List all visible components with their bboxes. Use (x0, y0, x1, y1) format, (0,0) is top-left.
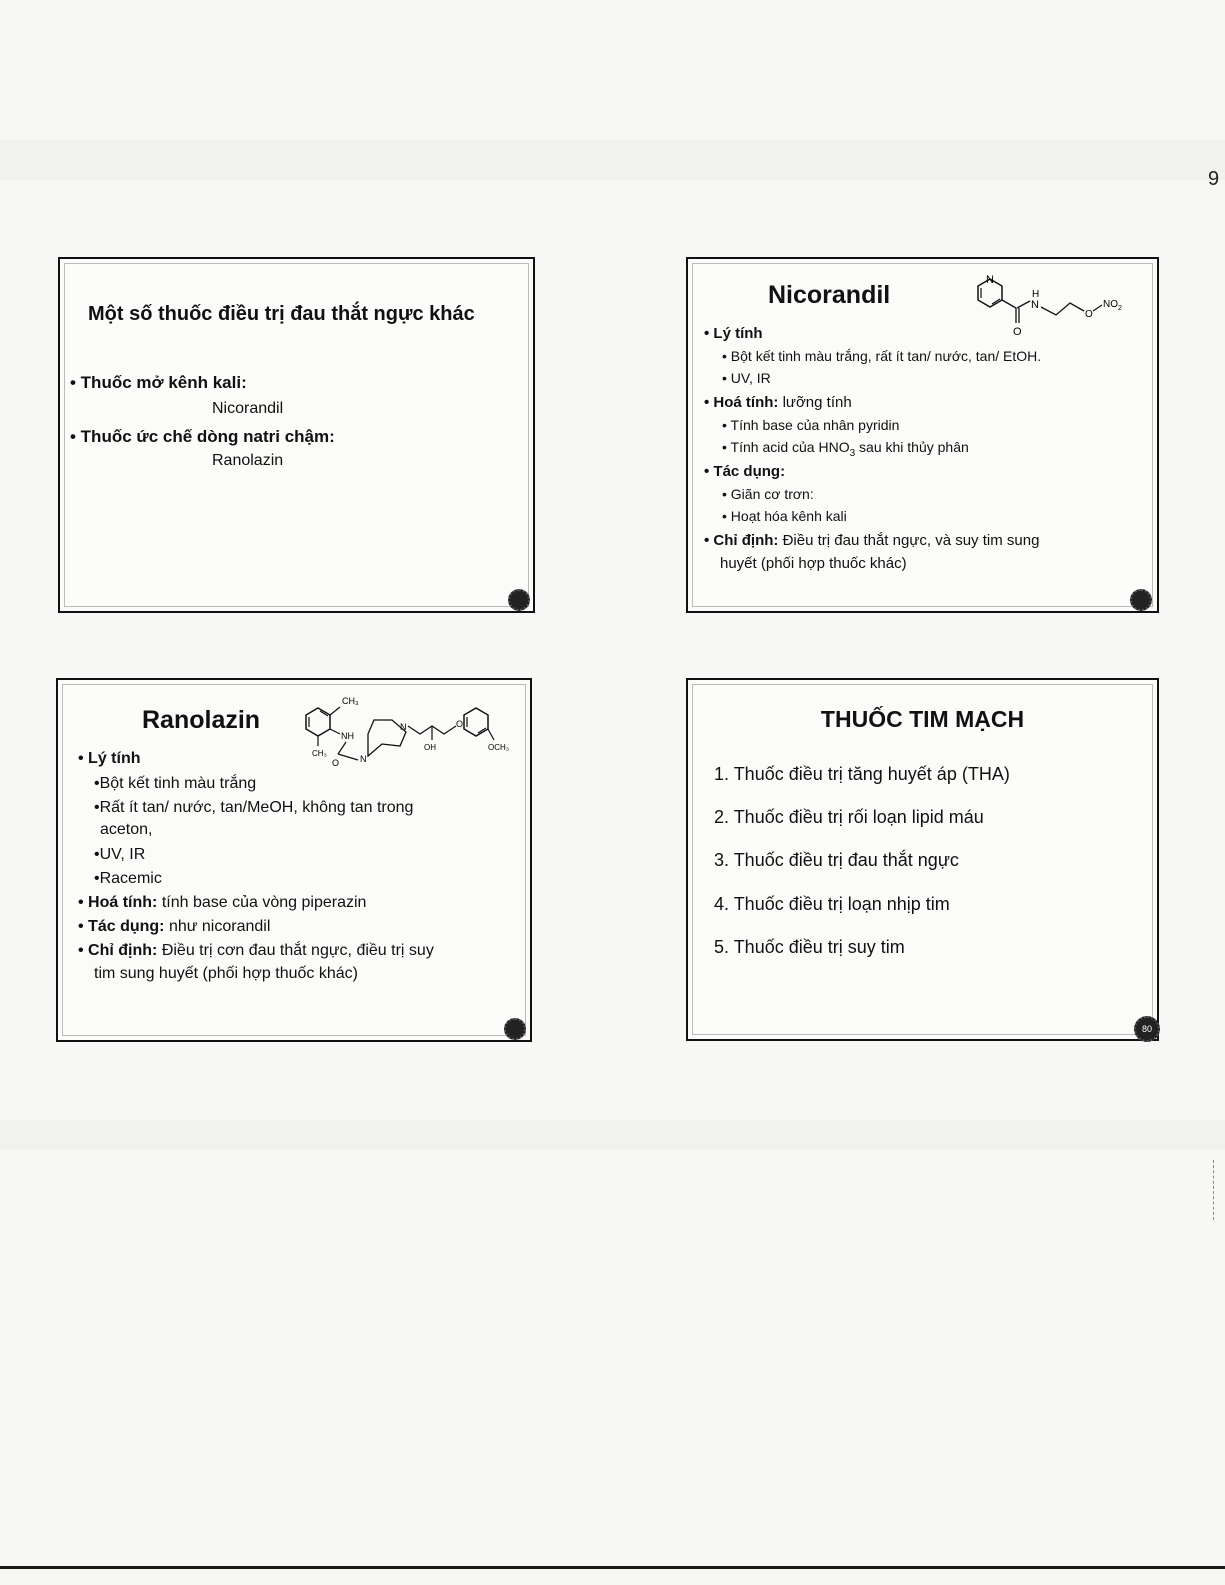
line-effects: • Tác dụng: như nicorandil (78, 918, 271, 935)
bottom-border-line (0, 1566, 1225, 1569)
line-physical-4: •Racemic (94, 870, 162, 887)
bond (330, 729, 340, 734)
ch3-top-label: CH₃ (342, 696, 359, 706)
line-physical-properties: • Lý tính (704, 325, 763, 342)
scan-shade-bottom (0, 1120, 1225, 1150)
line-physical-3: •UV, IR (94, 846, 146, 863)
ester-o-label: O (1085, 309, 1093, 320)
ring-n-label: N (986, 274, 994, 286)
h-label: H (1032, 289, 1040, 300)
nicorandil-structure (960, 265, 1150, 345)
edge-mark (1213, 1160, 1217, 1220)
bond (488, 729, 494, 740)
line-effects-1: • Giãn cơ trơn: (722, 486, 814, 502)
ch3-bottom-label: CH₃ (312, 749, 327, 758)
oh-label: OH (424, 743, 436, 752)
bullet-late-sodium-inhibitor: • Thuốc ức chế dòng natri chậm: (70, 427, 335, 446)
line-chemical-properties: • Hoá tính: tính base của vòng piperazin (78, 894, 367, 911)
slide-number-badge (504, 1018, 526, 1040)
bond (1017, 301, 1030, 308)
no2-label: $NO_2$ (1103, 299, 1122, 312)
drug-name-ranolazin: Ranolazin (212, 452, 284, 469)
slide-ranolazin (56, 678, 532, 1042)
carbonyl-o-label: O (1013, 326, 1022, 338)
piperazine-n1-label: N (360, 754, 367, 764)
slide-title: Nicorandil (768, 281, 891, 309)
line-effects-2: • Hoạt hóa kênh kali (722, 508, 847, 524)
slide-number-badge: 80 (1134, 1016, 1160, 1042)
slide-title: Ranolazin (142, 706, 261, 734)
slide-title: Một số thuốc điều trị đau thắt ngực khác (88, 303, 475, 325)
ethyl-chain (1041, 303, 1084, 315)
methoxyphenyl-ring (464, 708, 488, 736)
bond (338, 742, 346, 754)
page-corner-number: 9 (1208, 168, 1220, 190)
dimethylphenyl-ring (306, 708, 330, 736)
bullet-potassium-channel-opener: • Thuốc mở kênh kali: (70, 373, 247, 392)
bond (1002, 300, 1016, 308)
slide-title: THUỐC TIM MẠCH (820, 706, 1025, 732)
scan-shade-top (0, 140, 1225, 180)
bond (1093, 305, 1102, 311)
slide-other-angina-drugs (58, 257, 535, 613)
amide-n-label: N (1031, 299, 1039, 311)
line-indications: • Chỉ định: Điều trị đau thắt ngực, và suy tim sung (704, 532, 1040, 549)
line-physical-1: •Bột kết tinh màu trắng (94, 775, 257, 792)
nh-label: NH (341, 731, 354, 741)
ether-o-label: O (456, 719, 464, 729)
och3-label: OCH₃ (488, 743, 510, 752)
list-item: 5. Thuốc điều trị suy tim (714, 937, 905, 957)
slide-cardiovascular-drugs (686, 678, 1159, 1041)
slide-number-badge (1130, 589, 1152, 611)
line-effects: • Tác dụng: (704, 463, 786, 480)
list-item: 3. Thuốc điều trị đau thắt ngực (714, 850, 959, 870)
line-physical-1: • Bột kết tinh màu trắng, rất ít tan/ nước, tan/ EtOH. (722, 348, 1042, 364)
line-indications-cont: huyết (phối hợp thuốc khác) (720, 555, 907, 572)
line-indications-cont: tim sung huyết (phối hợp thuốc khác) (94, 965, 358, 982)
list-item: 1. Thuốc điều trị tăng huyết áp (THA) (714, 764, 1010, 784)
carbonyl-o-label: O (332, 758, 340, 768)
ranolazin-structure (296, 690, 526, 770)
line-physical-properties: • Lý tính (78, 750, 141, 767)
drug-name-nicorandil: Nicorandil (212, 400, 284, 417)
slide-number-badge (508, 589, 530, 611)
bond (338, 754, 358, 760)
list-item: 4. Thuốc điều trị loạn nhịp tim (714, 894, 950, 914)
list-item: 2. Thuốc điều trị rối loạn lipid máu (714, 807, 984, 827)
slide-nicorandil (686, 257, 1159, 613)
line-physical-2-cont: aceton, (100, 821, 153, 838)
line-chemical-properties: • Hoá tính: lưỡng tính (704, 394, 852, 411)
line-indications: • Chỉ định: Điều trị cơn đau thắt ngực, điều trị suy (78, 942, 434, 959)
bond (330, 707, 340, 715)
line-chemical-2: • Tính acid của $HNO_3$ sau khi thủy phân (722, 439, 969, 459)
line-chemical-1: • Tính base của nhân pyridin (722, 417, 900, 433)
line-physical-2: • UV, IR (722, 370, 771, 386)
piperazine-n2-label: N (400, 722, 407, 732)
line-physical-2: •Rất ít tan/ nước, tan/MeOH, không tan trong (94, 799, 414, 816)
